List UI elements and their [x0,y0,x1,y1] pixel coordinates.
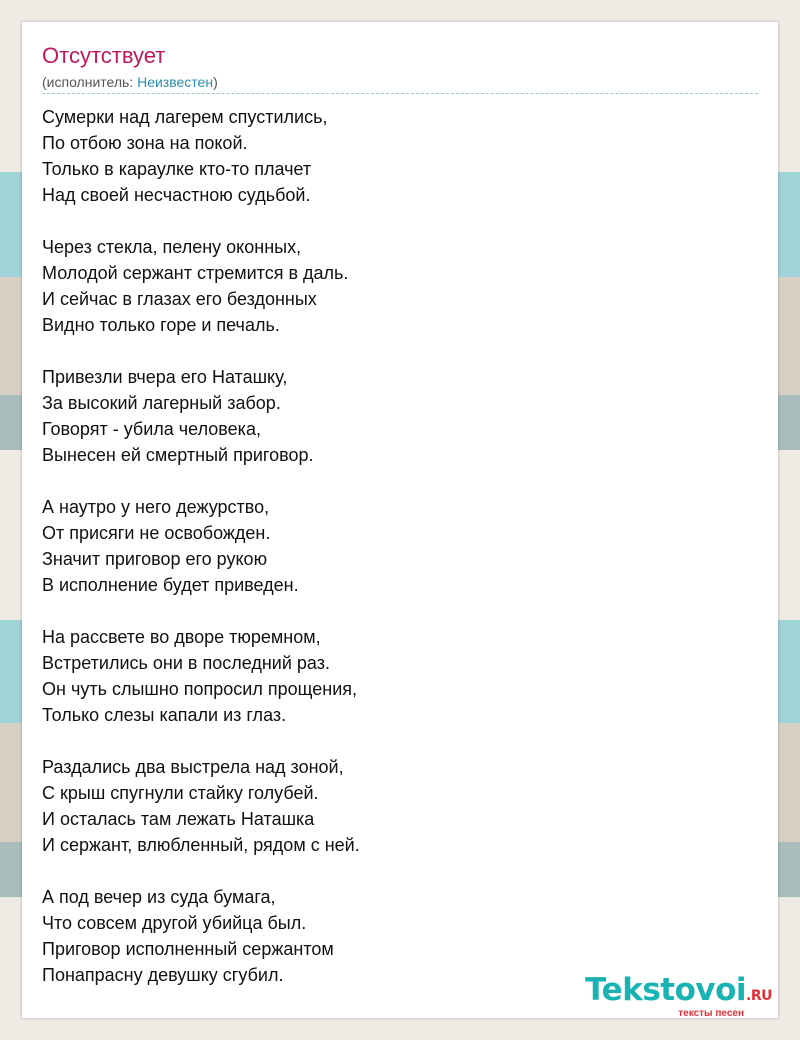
lyric-line: С крыш спугнули стайку голубей. [42,783,319,803]
lyric-line: Он чуть слышно попросил прощения, [42,679,357,699]
lyric-line: Понапрасну девушку сгубил. [42,965,284,985]
lyrics-body [42,104,762,1014]
lyric-line: В исполнение будет приведен. [42,575,299,595]
logo-suffix: .RU [746,988,772,1004]
lyric-line: Встретились они в последний раз. [42,653,330,673]
lyric-line: Только слезы капали из глаз. [42,705,287,725]
lyric-line: Над своей несчастною судьбой. [42,185,311,205]
performer-suffix: ) [213,74,218,90]
lyric-line: А наутро у него дежурство, [42,497,270,517]
song-title: Отсутствует [42,43,166,68]
stanza [42,754,762,858]
lyric-line: И сержант, влюбленный, рядом с ней. [42,835,360,855]
lyric-line: Говорят - убила человека, [42,419,261,439]
logo-main-text: Tekstovoi [585,972,747,1008]
lyric-line: Вынесен ей смертный приговор. [42,445,314,465]
performer-link[interactable]: Неизвестен [137,74,214,90]
lyric-line: На рассвете во дворе тюремном, [42,627,321,647]
stanza [42,624,762,728]
lyric-line: Что совсем другой убийца был. [42,913,307,933]
logo-tagline: тексты песен [678,1008,744,1019]
lyric-line: От присяги не освобожден. [42,523,271,543]
stanza [42,494,762,598]
stanza [42,234,762,338]
site-logo[interactable] [585,974,772,1020]
lyric-line: По отбою зона на покой. [42,133,248,153]
lyrics-card [22,22,778,1018]
logo-wordmark [585,974,772,1012]
lyric-line: Привезли вчера его Наташку, [42,367,288,387]
lyric-line: А под вечер из суда бумага, [42,887,276,907]
lyric-line: Сумерки над лагерем спустились, [42,107,328,127]
lyric-line: Молодой сержант стремится в даль. [42,263,349,283]
lyric-line: Через стекла, пелену оконных, [42,237,302,257]
lyric-line: За высокий лагерный забор. [42,393,281,413]
lyric-line: Приговор исполненный сержантом [42,939,334,959]
performer-line [42,73,218,91]
lyric-line: Раздались два выстрела над зоной, [42,757,344,777]
lyric-line: И сейчас в глазах его бездонных [42,289,317,309]
lyric-line: И осталась там лежать Наташка [42,809,315,829]
stanza [42,364,762,468]
divider [42,93,758,94]
lyric-line: Видно только горе и печаль. [42,315,280,335]
lyric-line: Только в караулке кто-то плачет [42,159,312,179]
lyric-line: Значит приговор его рукою [42,549,268,569]
stanza [42,104,762,208]
performer-prefix: (исполнитель: [42,74,138,90]
